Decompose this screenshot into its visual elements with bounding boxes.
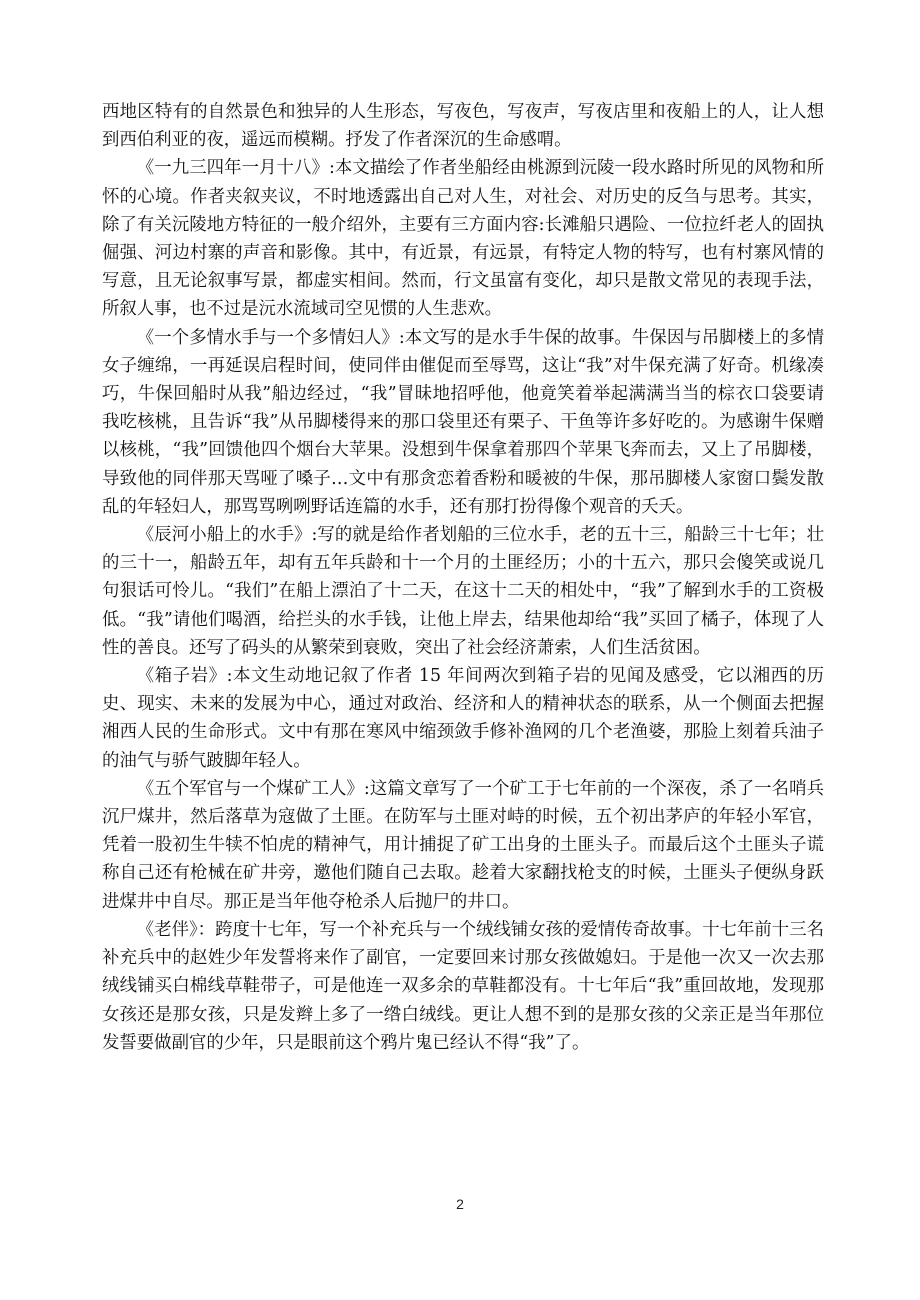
paragraph-laoban: 《老伴》：跨度十七年，写一个补充兵与一个绒线铺女孩的爱情传奇故事。十七年前十三名补充兵中的赵姓少年发誓将来作了副官，一定要回来讨那女孩做媳妇。于是他一次又一次去那绒线铺买白棉线草鞋带子，可是他连一双多余的草鞋都没有。十七年后“我”重回故地，发现那女孩还是那女孩，只是发辫上多了一绺白绒线。更让人想不到的是那女孩的父亲正是当年那位发誓要做副官的少年，只是眼前这个鸦片鬼已经认不得“我”了。: [102, 919, 824, 1053]
paragraph-xiangziyan: 《箱子岩》:本文生动地记叙了作者 15 年间两次到箱子岩的见闻及感受，它以湘西的历史、现实、未来的发展为中心，通过对政治、经济和人的精神状态的联系，从一个侧面去把握湘西人民的生命形式。文中有那在寒风中缩颈敛手修补渔网的几个老渔婆，那脸上刻着兵油子的油气与骄气跛脚年轻人。: [102, 666, 824, 771]
paragraph-continuation: 西地区特有的自然景色和独异的人生形态，写夜色，写夜声，写夜店里和夜船上的人，让人想到西伯利亚的夜，遥远而模糊。抒发了作者深沉的生命感喟。: [102, 102, 824, 151]
paragraph-officers-miner: 《五个军官与一个煤矿工人》:这篇文章写了一个矿工于七年前的一个深夜，杀了一名哨兵沉尸煤井，然后落草为寇做了土匪。在防军与土匪对峙的时候，五个初出茅庐的年轻小军官，凭着一股初生牛犊不怕虎的精神气，用计捕捉了矿工出身的土匪头子。而最后这个土匪头子谎称自己还有枪械在矿井旁，邀他们随自己去取。趁着大家翻找枪支的时候，土匪头子便纵身跃进煤井中自尽。那正是当年他夺枪杀人后抛尸的井口。: [102, 778, 824, 912]
paragraph-1934: 《一九三四年一月十八》:本文描绘了作者坐船经由桃源到沅陵一段水路时所见的风物和所怀的心境。作者夹叙夹议，不时地透露出自己对人生，对社会、对历史的反刍与思考。其实，除了有关沅陵地方特征的一般介绍外，主要有三方面内容:长滩船只遇险、一位拉纤老人的固执倔强、河边村寨的声音和影像。其中，有近景，有远景，有特定人物的特写，也有村寨风情的写意，且无论叙事写景，都虚实相间。然而，行文虽富有变化，却只是散文常见的表现手法，所叙人事，也不过是沅水流域司空见惯的人生悲欢。: [102, 158, 824, 320]
document-body: [102, 98, 824, 1057]
paragraph-sailor-woman: 《一个多情水手与一个多情妇人》:本文写的是水手牛保的故事。牛保因与吊脚楼上的多情女子缠绵，一再延误启程时间，使同伴由催促而至辱骂，这让“我”对牛保充满了好奇。机缘凑巧，牛保回船时从我”船边经过，“我”冒昧地招呼他，他竟笑着举起满满当当的棕衣口袋要请我吃核桃，且告诉“我”从吊脚楼得来的那口袋里还有栗子、干鱼等许多好吃的。为感谢牛保赠以核桃，“我”回馈他四个烟台大苹果。没想到牛保拿着那四个苹果飞奔而去，又上了吊脚楼，导致他的同伴那天骂哑了嗓子…文中有那贪恋着香粉和暖被的牛保，那吊脚楼人家窗口鬓发散乱的年轻妇人，那骂骂咧咧野话连篇的水手，还有那打扮得像个观音的夭夭。: [102, 327, 824, 517]
page-number: 2: [456, 1196, 464, 1212]
paragraph-chenhe-sailors: 《辰河小船上的水手》:写的就是给作者划船的三位水手，老的五十三，船龄三十七年；壮的三十一，船龄五年，却有五年兵龄和十一个月的土匪经历；小的十五六，那只会傻笑或说几句狠话可怜儿。“我们”在船上漂泊了十二天，在这十二天的相处中，“我”了解到水手的工资极低。“我”请他们喝酒，给拦头的水手钱，让他上岸去，结果他却给“我”买回了橘子，体现了人性的善良。还写了码头的从繁荣到衰败，突出了社会经济萧索，人们生活贫困。: [102, 525, 824, 658]
